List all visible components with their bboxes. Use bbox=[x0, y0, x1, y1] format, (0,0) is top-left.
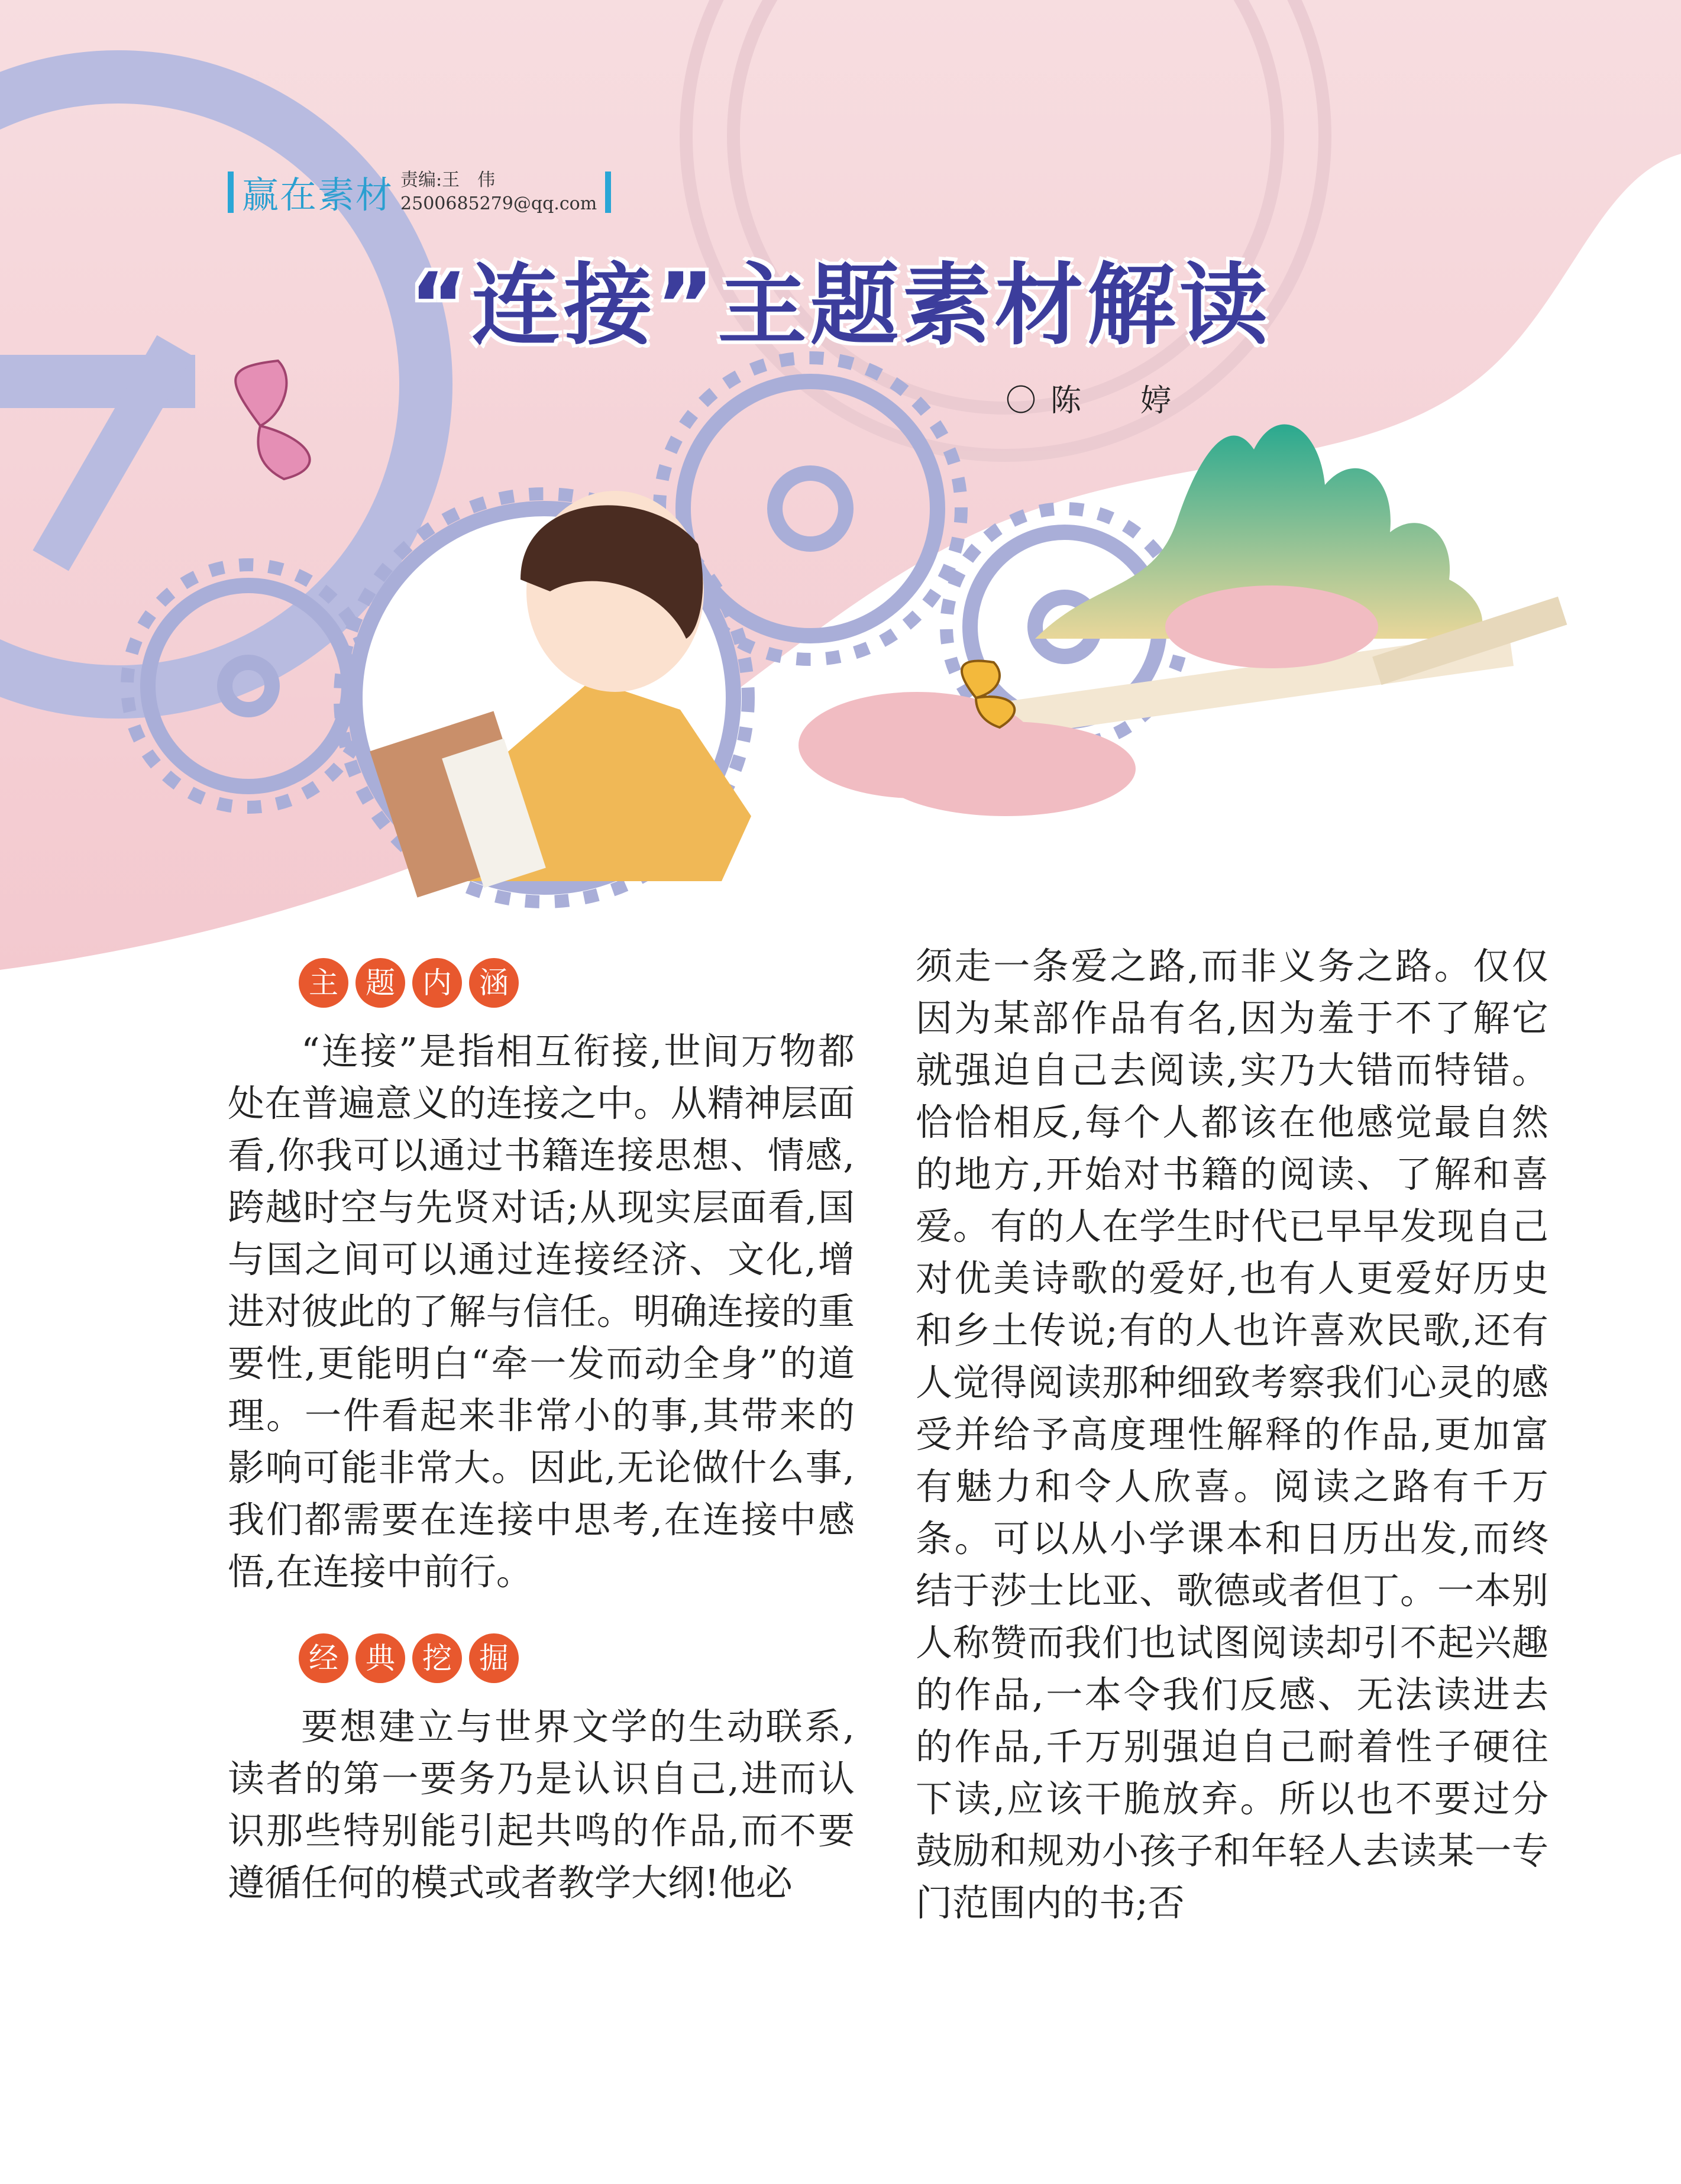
divider bbox=[605, 172, 611, 213]
heading-badge: 题 bbox=[355, 958, 405, 1008]
left-column bbox=[228, 958, 855, 1909]
editor-name: 责编:王 伟 bbox=[400, 169, 496, 190]
article-title: “连接”主题素材解读 bbox=[409, 254, 1272, 357]
editor-email: 2500685279@qq.com bbox=[400, 193, 597, 214]
header-illustration bbox=[0, 0, 1681, 1005]
heading-badge: 典 bbox=[355, 1633, 405, 1683]
paragraph-classic: 要想建立与世界文学的生动联系,读者的第一要务乃是认识自己,进而认识那些特别能引起共鸣的作品,而不要遵循任何的模式或者教学大纲!他必 bbox=[228, 1705, 855, 1904]
paragraph-theme: “连接”是指相互衔接,世间万物都处在普遍意义的连接之中。从精神层面看,你我可以通过书籍连接思想、情感,跨越时空与先贤对话;从现实层面看,国与国之间可以通过连接经济、文化,增进对彼此的了解与信任。明确连接的重要性,更能明白“牵一发而动全身”的道理。一件看起来非常小的事,其带来的影响可能非常大。因此,无论做什么事,我们都需要在连接中思考,在连接中感悟,在连接中前行。 bbox=[228, 1030, 855, 1593]
column-name: 赢在素材 bbox=[242, 173, 394, 216]
heading-badge: 挖 bbox=[412, 1633, 462, 1683]
section-heading-theme bbox=[299, 958, 855, 1008]
article-author: 〇陈 婷 bbox=[1006, 383, 1186, 419]
heading-badge: 内 bbox=[412, 958, 462, 1008]
divider bbox=[228, 172, 234, 213]
right-column bbox=[916, 940, 1549, 1929]
paragraph-continued: 须走一条爱之路,而非义务之路。仅仅因为某部作品有名,因为羞于不了解它就强迫自己去阅读,实乃大错而特错。恰恰相反,每个人都该在他感觉最自然的地方,开始对书籍的阅读、了解和喜爱。有的人在学生时代已早早发现自己对优美诗歌的爱好,也有人更爱好历史和乡土传说;有的人也许喜欢民歌,还有人觉得阅读那种细致考察我们心灵的感受并给予高度理性解释的作品,更加富有魅力和令人欣喜。阅读之路有千万条。可以从小学课本和日历出发,而终结于莎士比亚、歌德或者但丁。一本别人称赞而我们也试图阅读却引不起兴趣的作品,一本令我们反感、无法读进去的作品,千万别强迫自己耐着性子硬往下读,应该干脆放弃。所以也不要过分鼓励和规劝小孩子和年轻人去读某一专门范围内的书;否 bbox=[916, 944, 1549, 1924]
heading-badge: 涵 bbox=[469, 958, 519, 1008]
reading-boy bbox=[355, 491, 751, 898]
heading-badge: 主 bbox=[299, 958, 348, 1008]
editor-info bbox=[400, 169, 597, 216]
column-header bbox=[228, 166, 611, 218]
heading-badge: 经 bbox=[299, 1633, 348, 1683]
heading-badge: 掘 bbox=[469, 1633, 519, 1683]
section-heading-classic bbox=[299, 1633, 855, 1683]
